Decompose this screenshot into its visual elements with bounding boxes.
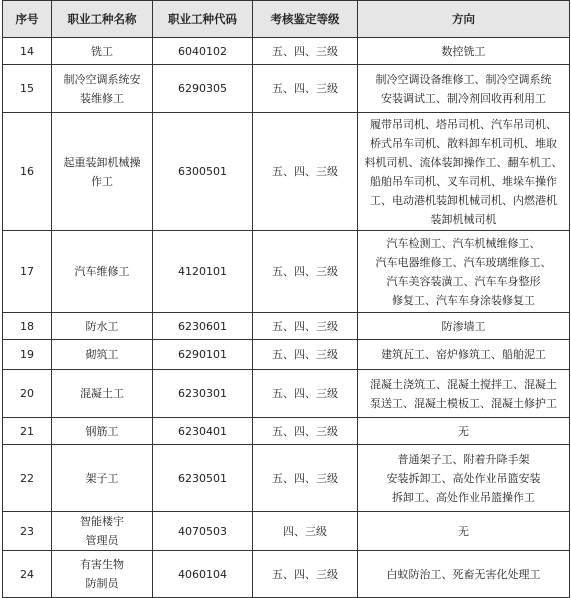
cell-level: 四、三级 <box>253 512 358 551</box>
cell-name <box>52 370 153 418</box>
header-seq: 序号 <box>3 1 52 38</box>
cell-level: 五、四、三级 <box>253 445 358 512</box>
cell-direction <box>358 65 570 113</box>
cell-name-line: 起重装卸机械操 <box>63 155 141 169</box>
cell-seq: 23 <box>3 512 52 551</box>
cell-level: 五、四、三级 <box>253 113 358 231</box>
cell-name-line: 汽车维修工 <box>74 265 130 278</box>
cell-direction-line: 安装调试工、制冷剂回收再利用工 <box>381 91 546 105</box>
cell-name-line: 作工 <box>91 174 113 188</box>
table-row <box>3 231 570 313</box>
cell-direction <box>358 113 570 231</box>
cell-name-line: 防制员 <box>85 577 119 590</box>
cell-seq: 17 <box>3 231 52 313</box>
cell-name-line: 制冷空调系统安 <box>63 72 141 86</box>
table-row <box>3 65 570 113</box>
cell-name-line: 智能楼宇 <box>80 515 124 528</box>
cell-direction <box>358 313 570 340</box>
cell-direction-line: 白蚁防治工、死畜无害化处理工 <box>386 567 541 581</box>
cell-code: 6040102 <box>153 38 253 65</box>
header-level: 考核鉴定等级 <box>253 1 358 38</box>
cell-direction-line: 建筑瓦工、窑炉修筑工、船舶泥工 <box>381 348 546 361</box>
cell-direction-line: 装卸机械司机 <box>430 212 497 226</box>
cell-direction-line: 制冷空调设备维修工、制冷空调系统 <box>375 72 552 86</box>
table-header-row <box>3 1 570 38</box>
cell-level: 五、四、三级 <box>253 551 358 598</box>
table-body <box>3 38 570 598</box>
cell-name-line: 架子工 <box>85 471 119 485</box>
cell-direction-line: 船舶吊车司机、叉车司机、堆垛车操作 <box>370 174 557 188</box>
cell-direction-line: 泵送工、混凝土模板工、混凝土修护工 <box>370 396 557 410</box>
cell-direction-line: 安装拆卸工、高处作业吊篮安装 <box>386 471 541 485</box>
table-row <box>3 38 570 65</box>
cell-seq: 24 <box>3 551 52 598</box>
cell-name-line: 砌筑工 <box>85 348 119 361</box>
cell-level: 五、四、三级 <box>253 38 358 65</box>
cell-direction <box>358 551 570 598</box>
table-row <box>3 340 570 370</box>
cell-direction <box>358 340 570 370</box>
header-name: 职业工种名称 <box>52 1 153 38</box>
cell-direction-line: 桥式吊车司机、散料卸车机司机、堆取 <box>370 136 557 150</box>
cell-direction-line: 工、电动港机装卸机械司机、内燃港机 <box>370 193 557 207</box>
cell-code: 6290305 <box>153 65 253 113</box>
cell-direction-line: 数控铣工 <box>441 44 486 58</box>
cell-name-line: 有害生物 <box>80 558 124 571</box>
cell-name <box>52 113 153 231</box>
cell-seq: 14 <box>3 38 52 65</box>
cell-code: 6290101 <box>153 340 253 370</box>
table-row <box>3 551 570 598</box>
cell-direction-line: 普通架子工、附着升降手架 <box>397 452 530 466</box>
table-row <box>3 370 570 418</box>
cell-direction-line: 汽车检测工、汽车机械维修工、 <box>386 236 541 250</box>
cell-code: 4070503 <box>153 512 253 551</box>
cell-code: 6230301 <box>153 370 253 418</box>
header-code: 职业工种代码 <box>153 1 253 38</box>
cell-name-line: 管理员 <box>85 534 119 547</box>
table-row <box>3 418 570 445</box>
cell-code: 6230601 <box>153 313 253 340</box>
cell-level: 五、四、三级 <box>253 418 358 445</box>
cell-direction <box>358 445 570 512</box>
cell-name <box>52 313 153 340</box>
cell-name <box>52 65 153 113</box>
occupation-table <box>2 0 570 598</box>
cell-direction <box>358 231 570 313</box>
cell-code: 6230401 <box>153 418 253 445</box>
cell-direction <box>358 512 570 551</box>
cell-seq: 20 <box>3 370 52 418</box>
table-row <box>3 313 570 340</box>
cell-code: 6300501 <box>153 113 253 231</box>
cell-direction-line: 防渗墙工 <box>441 319 486 333</box>
cell-direction <box>358 38 570 65</box>
cell-level: 五、四、三级 <box>253 65 358 113</box>
cell-direction-line: 拆卸工、高处作业吊篮操作工 <box>392 490 535 504</box>
cell-seq: 16 <box>3 113 52 231</box>
cell-level: 五、四、三级 <box>253 370 358 418</box>
cell-code: 4060104 <box>153 551 253 598</box>
cell-direction-line: 履带吊司机、塔吊司机、汽车吊司机、 <box>370 117 557 131</box>
cell-name <box>52 418 153 445</box>
cell-level: 五、四、三级 <box>253 340 358 370</box>
cell-name <box>52 512 153 551</box>
cell-code: 4120101 <box>153 231 253 313</box>
cell-code: 6230501 <box>153 445 253 512</box>
table-row <box>3 113 570 231</box>
cell-name-line: 装维修工 <box>80 91 124 105</box>
cell-seq: 19 <box>3 340 52 370</box>
cell-direction-line: 料机司机、流体装卸操作工、翻车机工、 <box>364 155 563 169</box>
cell-direction-line: 混凝土浇筑工、混凝土搅拌工、混凝土 <box>370 377 557 391</box>
cell-direction-line: 无 <box>458 524 469 538</box>
cell-name <box>52 38 153 65</box>
cell-name <box>52 551 153 598</box>
cell-seq: 15 <box>3 65 52 113</box>
cell-name <box>52 445 153 512</box>
cell-name <box>52 231 153 313</box>
cell-direction <box>358 370 570 418</box>
cell-direction-line: 汽车美容装潢工、汽车车身整形 <box>386 274 541 288</box>
cell-name-line: 防水工 <box>85 319 119 333</box>
cell-level: 五、四、三级 <box>253 231 358 313</box>
cell-seq: 18 <box>3 313 52 340</box>
table-row <box>3 512 570 551</box>
cell-direction-line: 修复工、汽车车身涂装修复工 <box>392 293 535 307</box>
table-row <box>3 445 570 512</box>
cell-level: 五、四、三级 <box>253 313 358 340</box>
cell-direction-line: 汽车电器维修工、汽车玻璃维修工、 <box>375 255 552 269</box>
cell-seq: 21 <box>3 418 52 445</box>
header-direction: 方向 <box>358 1 570 38</box>
cell-direction-line: 无 <box>458 424 469 438</box>
cell-name-line: 铣工 <box>91 44 113 58</box>
cell-direction <box>358 418 570 445</box>
cell-seq: 22 <box>3 445 52 512</box>
cell-name-line: 钢筋工 <box>85 424 119 438</box>
cell-name-line: 混凝土工 <box>80 387 124 400</box>
cell-name <box>52 340 153 370</box>
